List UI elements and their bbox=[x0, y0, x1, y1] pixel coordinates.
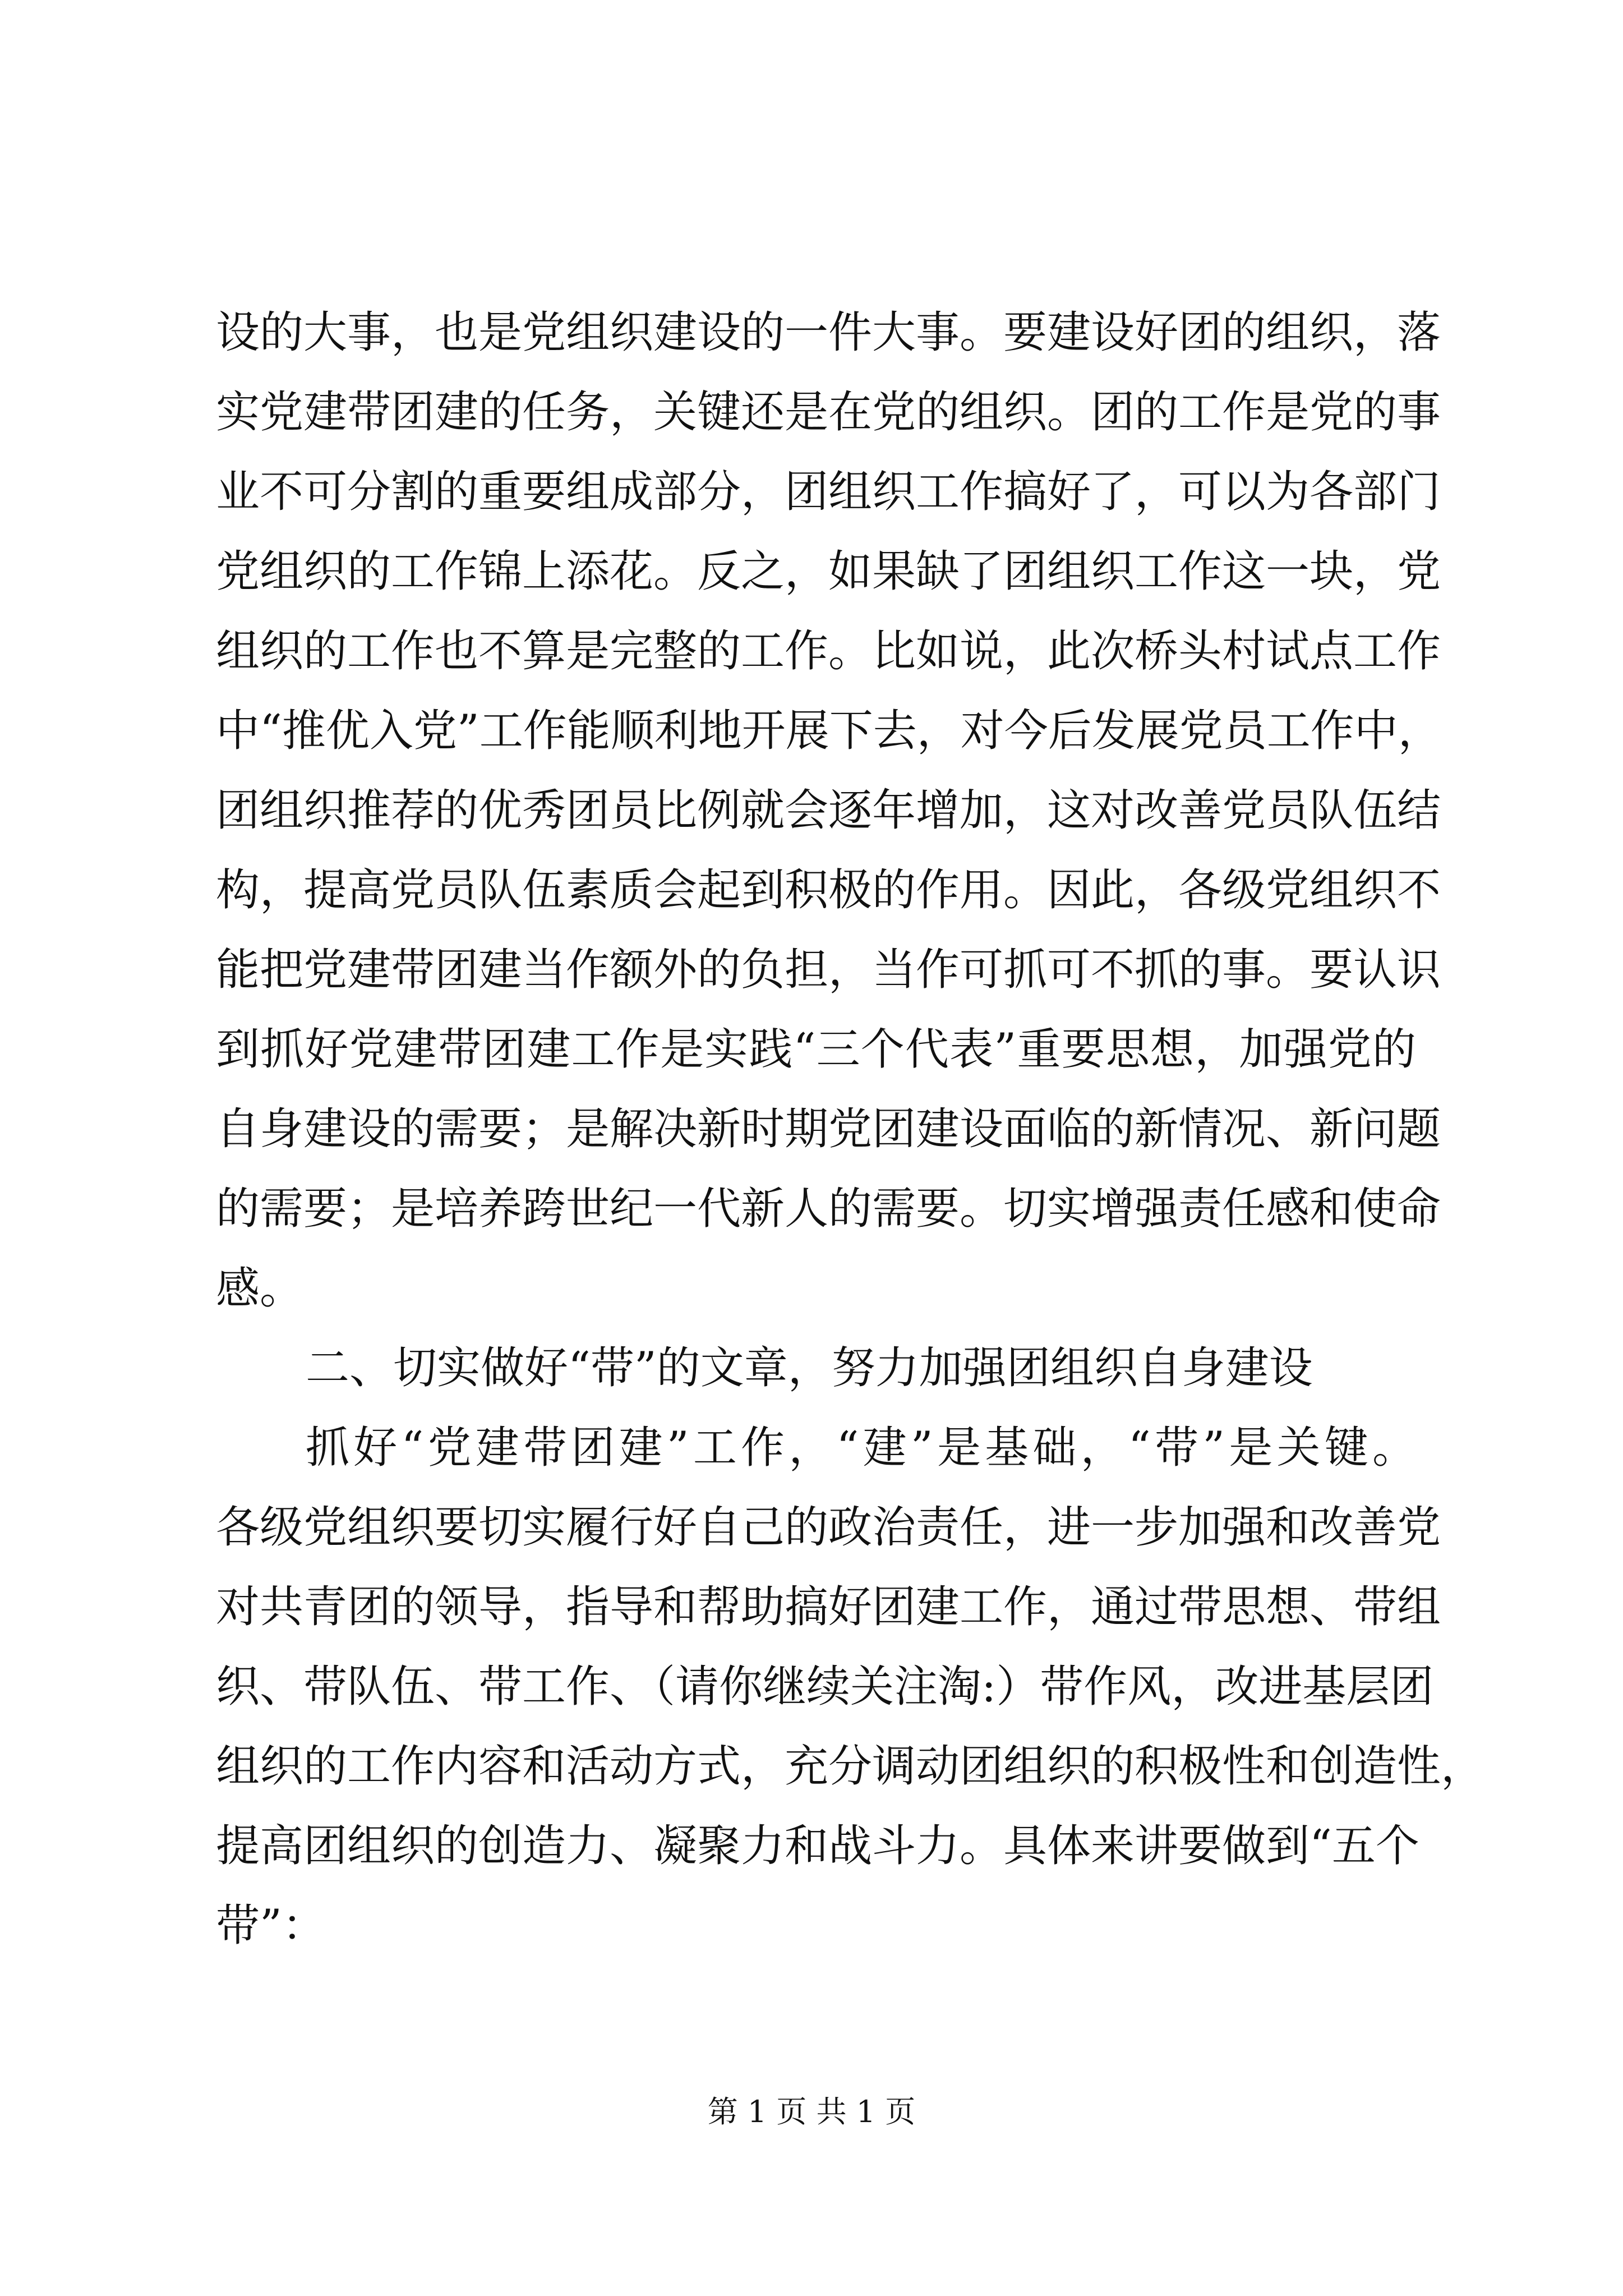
text-line: 对共青团的领导，指导和帮助搞好团建工作，通过带思想、带组 bbox=[216, 1582, 1441, 1632]
text-line: 带”： bbox=[216, 1901, 326, 1951]
text-line: 设的大事，也是党组织建设的一件大事。要建设好团的组织，落 bbox=[216, 307, 1441, 358]
body-text bbox=[216, 293, 1485, 1966]
text-line: 抓好“党建带团建”工作，“建”是基础，“带”是关键。 bbox=[306, 1423, 1416, 1473]
text-line: 组织的工作也不算是完整的工作。比如说，此次桥头村试点工作 bbox=[216, 626, 1441, 677]
text-line: 能把党建带团建当作额外的负担，当作可抓可不抓的事。要认识 bbox=[216, 945, 1441, 995]
text-line: 织、带队伍、带工作、（请你继续关注淘:）带作风，改进基层团 bbox=[216, 1662, 1434, 1712]
page-footer: 第 1 页 共 1 页 bbox=[707, 2094, 916, 2129]
text-line: 业不可分割的重要组成部分，团组织工作搞好了，可以为各部门 bbox=[216, 467, 1441, 517]
text-line: 团组织推荐的优秀团员比例就会逐年增加，这对改善党员队伍结 bbox=[216, 785, 1441, 836]
text-line: 党组织的工作锦上添花。反之，如果缺了团组织工作这一块，党 bbox=[216, 546, 1441, 597]
text-line: 到抓好党建带团建工作是实践“三个代表”重要思想，加强党的 bbox=[216, 1024, 1416, 1075]
text-line: 组织的工作内容和活动方式，充分调动团组织的积极性和创造性， bbox=[216, 1741, 1485, 1792]
section-heading: 二、切实做好“带”的文章，努力加强团组织自身建设 bbox=[306, 1343, 1313, 1393]
text-line: 提高团组织的创造力、凝聚力和战斗力。具体来讲要做到“五个 bbox=[216, 1821, 1419, 1871]
text-line: 自身建设的需要；是解决新时期党团建设面临的新情况、新问题 bbox=[216, 1104, 1441, 1154]
text-line: 构，提高党员队伍素质会起到积极的作用。因此，各级党组织不 bbox=[216, 865, 1441, 915]
text-line: 各级党组织要切实履行好自己的政治责任，进一步加强和改善党 bbox=[216, 1502, 1441, 1553]
text-line: 感。 bbox=[216, 1263, 304, 1314]
text-line: 的需要；是培养跨世纪一代新人的需要。切实增强责任感和使命 bbox=[216, 1184, 1441, 1234]
text-line: 中“推优入党”工作能顺利地开展下去，对今后发展党员工作中， bbox=[216, 706, 1442, 756]
text-line: 实党建带团建的任务，关键还是在党的组织。团的工作是党的事 bbox=[216, 387, 1441, 438]
